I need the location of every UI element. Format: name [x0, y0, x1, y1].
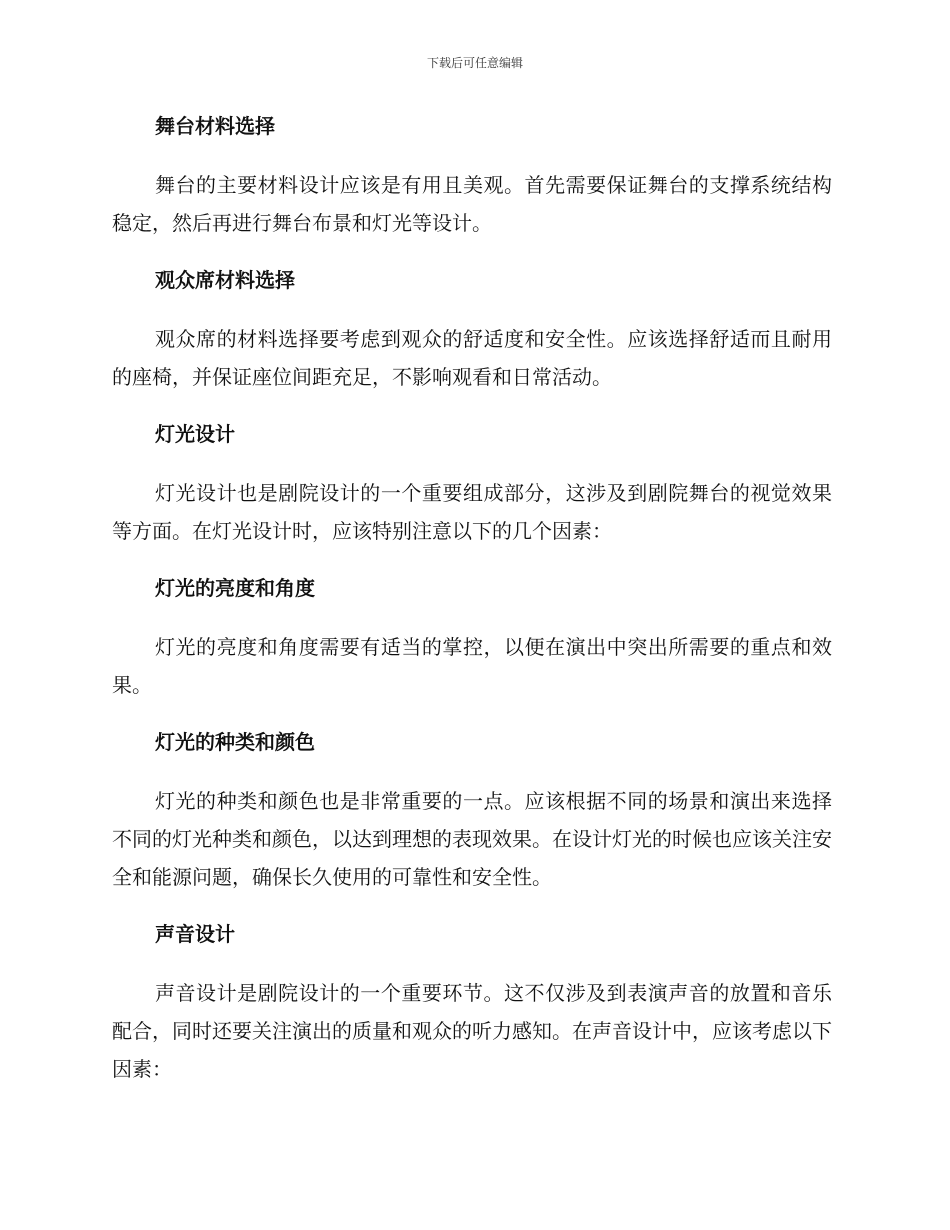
section-paragraph: 灯光的亮度和角度需要有适当的掌控，以便在演出中突出所需要的重点和效果。 [112, 635, 832, 697]
section-audience-seating-materials [112, 260, 832, 396]
section-sound-design [112, 914, 832, 1088]
section-heading: 舞台材料选择 [155, 114, 275, 138]
section-paragraph: 声音设计是剧院设计的一个重要环节。这不仅涉及到表演声音的放置和音乐配合，同时还要关注演出的质量和观众的听力感知。在声音设计中，应该考虑以下因素： [112, 981, 832, 1081]
section-lighting-design [112, 414, 832, 550]
document-body [112, 106, 832, 1106]
section-paragraph: 灯光的种类和颜色也是非常重要的一点。应该根据不同的场景和演出来选择不同的灯光种类和颜色，以达到理想的表现效果。在设计灯光的时候也应该关注安全和能源问题，确保长久使用的可靠性和安全性。 [112, 789, 832, 889]
section-heading: 灯光的亮度和角度 [155, 576, 315, 600]
section-lighting-type-color [112, 722, 832, 896]
section-lighting-brightness-angle [112, 568, 832, 704]
section-heading: 声音设计 [155, 922, 235, 946]
section-stage-materials [112, 106, 832, 242]
section-heading: 观众席材料选择 [155, 268, 295, 292]
section-paragraph: 舞台的主要材料设计应该是有用且美观。首先需要保证舞台的支撑系统结构稳定，然后再进行舞台布景和灯光等设计。 [112, 173, 832, 235]
section-paragraph: 灯光设计也是剧院设计的一个重要组成部分，这涉及到剧院舞台的视觉效果等方面。在灯光设计时，应该特别注意以下的几个因素： [112, 481, 832, 543]
section-paragraph: 观众席的材料选择要考虑到观众的舒适度和安全性。应该选择舒适而且耐用的座椅，并保证座位间距充足，不影响观看和日常活动。 [112, 327, 832, 389]
section-heading: 灯光设计 [155, 422, 235, 446]
section-heading: 灯光的种类和颜色 [155, 730, 315, 754]
page-header: 下载后可任意编辑 [426, 56, 523, 70]
